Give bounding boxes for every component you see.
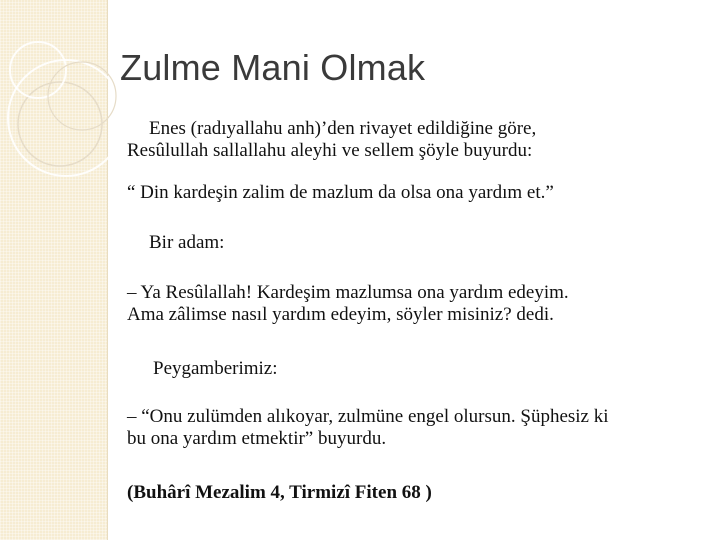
body-line-4: Bir adam: — [149, 232, 225, 253]
body-line-6: Ama zâlimse nasıl yardım edeyim, söyler misiniz? dedi. — [127, 304, 554, 325]
body-line-9: bu ona yardım etmektir” buyurdu. — [127, 428, 387, 449]
body-line-7: Peygamberimiz: — [153, 358, 278, 379]
slide-title: Zulme Mani Olmak — [120, 47, 426, 88]
body-line-1: Enes (radıyallahu anh)’den rivayet edildiğine göre, — [149, 118, 537, 139]
sidebar-texture — [0, 0, 107, 540]
body-line-8: – “Onu zulümden alıkoyar, zulmüne engel olursun. Şüphesiz ki — [127, 406, 609, 427]
body-line-2: Resûlullah sallallahu aleyhi ve sellem şöyle buyurdu: — [127, 140, 533, 161]
body-line-3: “ Din kardeşin zalim de mazlum da olsa ona yardım et.” — [127, 182, 554, 203]
citation: (Buhârî Mezalim 4, Tirmizî Fiten 68 ) — [127, 482, 432, 503]
body-line-5: – Ya Resûlallah! Kardeşim mazlumsa ona yardım edeyim. — [127, 282, 569, 303]
sidebar-edge — [107, 0, 108, 540]
